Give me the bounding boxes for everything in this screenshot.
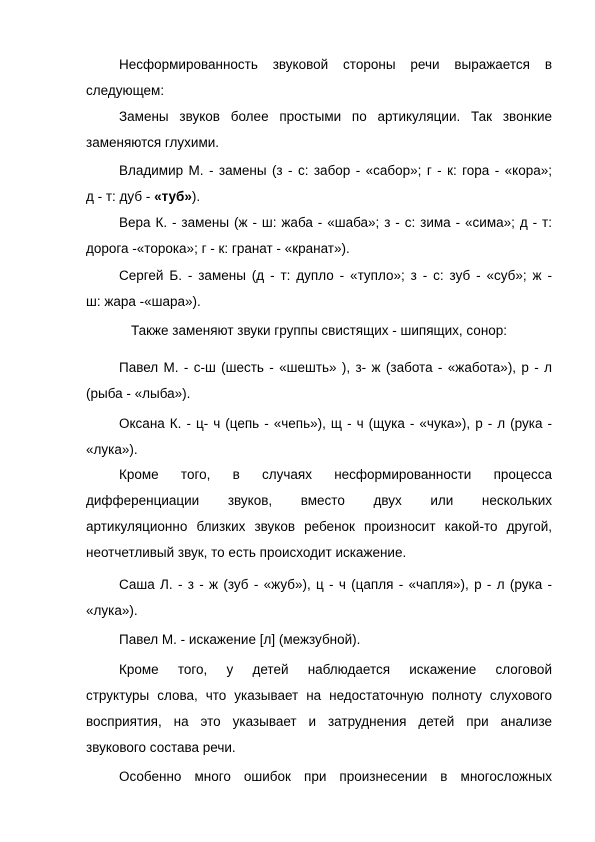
- text-line: Павел М. - искажение [л] (межзубной).: [119, 632, 361, 647]
- text-line: «лука»).: [86, 442, 138, 457]
- paragraph-syllable-structure: [86, 657, 552, 761]
- text-line: Оксана К. - ц- ч (цепь - «чепь»), щ - ч (щука - «чука»), р - л (рука -: [119, 416, 552, 431]
- text-line: неотчетливый звук, то есть происходит искажение.: [86, 545, 407, 560]
- text-line: «лука»).: [86, 603, 138, 618]
- paragraph-distortion: [86, 462, 552, 566]
- text-line: Несформированность звуковой стороны речи выражается в: [119, 57, 552, 72]
- text-fragment: д - т: дуб -: [86, 189, 155, 204]
- text-line: Замены звуков более простыми по артикуляции. Так звонкие: [119, 109, 552, 124]
- text-line: Также заменяют звуки группы свистящих - шипящих, сонор:: [130, 323, 508, 338]
- bold-fragment: «туб»: [154, 189, 192, 204]
- text-line: следующем:: [86, 83, 165, 98]
- text-fragment: ).: [191, 189, 201, 204]
- text-line: Кроме того, в случаях несформированности процесса: [119, 467, 552, 482]
- paragraph-polysyllabic: [86, 764, 552, 790]
- paragraph-example-oksana: [86, 411, 552, 463]
- text-line: дорога -«торока»; г - к: гранат - «кранат»).: [86, 241, 350, 256]
- paragraph-example-sasha: [86, 572, 552, 624]
- text-line: ш: жара -«шара»).: [86, 294, 201, 309]
- text-line: [86, 184, 552, 210]
- paragraph-example-vladimir: [86, 158, 552, 210]
- text-line: Вера К. - замены (ж - ш: жаба - «шаба»; з - с: зима - «сима»; д - т:: [119, 215, 552, 230]
- text-line: Павел М. - с-ш (шесть - «шешть» ), з- ж (забота - «жабота»), р - л: [119, 360, 552, 375]
- text-line: Владимир М. - замены (з - с: забор - «сабор»; г - к: гора - «кора»;: [119, 163, 552, 178]
- paragraph-sonor-heading: [86, 318, 552, 344]
- text-line: Сергей Б. - замены (д - т: дупло - «тупло»; з - с: зуб - «суб»; ж -: [119, 268, 552, 283]
- paragraph-example-pavel: [86, 355, 552, 407]
- text-line: дифференциации звуков, вместо двух или нескольких: [86, 493, 552, 508]
- text-line: артикуляционно близких звуков ребенок произносит какой-то другой,: [86, 519, 552, 534]
- text-line: звукового состава речи.: [86, 740, 236, 755]
- text-line: (рыба - «лыба»).: [86, 386, 191, 401]
- paragraph-voiced-replacement: [86, 104, 552, 156]
- paragraph-intro: [86, 52, 552, 104]
- text-line: восприятия, на это указывает и затруднения детей при анализе: [86, 714, 552, 729]
- text-line: заменяются глухими.: [86, 135, 220, 150]
- text-line: Особенно много ошибок при произнесении в многосложных: [119, 769, 552, 784]
- text-line: структуры слова, что указывает на недостаточную полноту слухового: [86, 688, 552, 703]
- paragraph-example-vera: [86, 210, 552, 262]
- paragraph-example-sergey: [86, 263, 552, 315]
- text-line: Кроме того, у детей наблюдается искажение слоговой: [119, 662, 552, 677]
- text-line: Саша Л. - з - ж (зуб - «жуб»), ц - ч (цапля - «чапля»), р - л (рука -: [119, 577, 552, 592]
- paragraph-example-pavel-distortion: [86, 627, 552, 653]
